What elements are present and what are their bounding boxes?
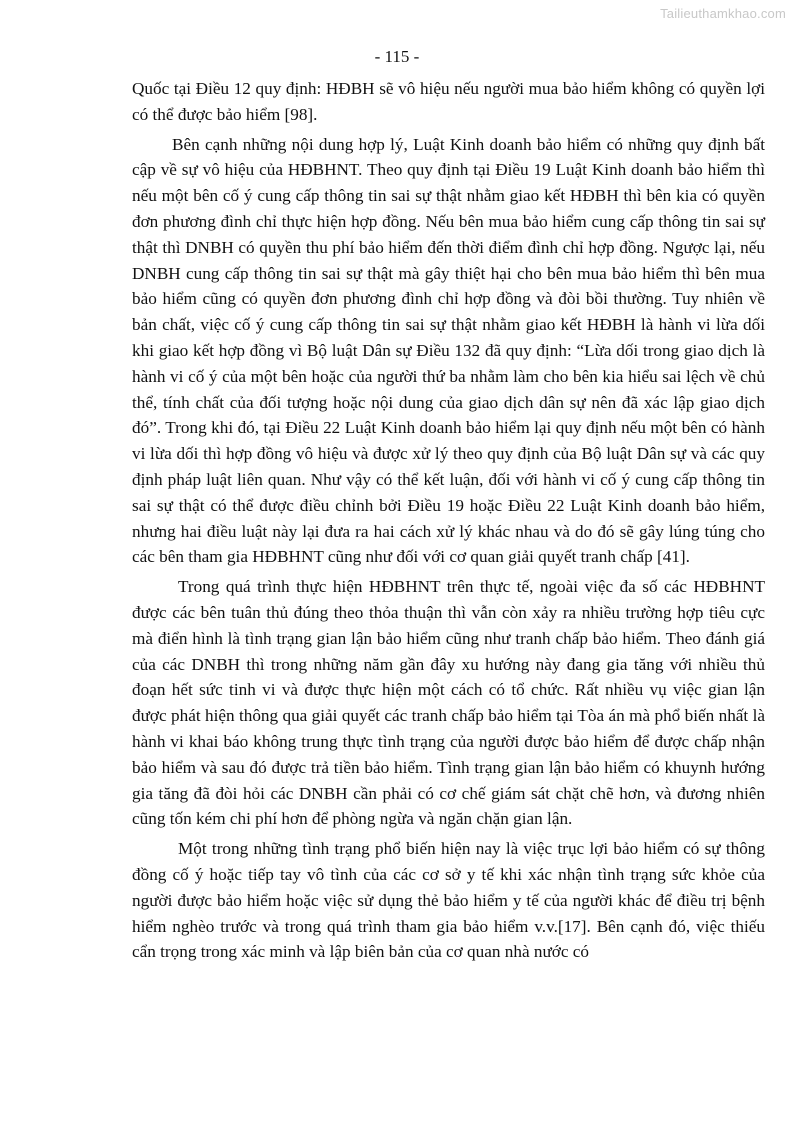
paragraph-2: Bên cạnh những nội dung hợp lý, Luật Kinh doanh bảo hiểm có những quy định bất cập về sự vô hiệu của HĐBHNT. Theo quy định tại Điều 19 Luật Kinh doanh bảo hiểm thì nếu một bên cố ý cung cấp thông tin sai sự thật nhằm giao kết HĐBH thì bên kia có quyền đơn phương đình chỉ thực hiện hợp đồng. Nếu bên mua bảo hiểm cung cấp thông tin sai sự thật thì DNBH có quyền thu phí bảo hiểm đến thời điểm đình chỉ hợp đồng. Ngược lại, nếu DNBH cung cấp thông tin sai sự thật mà gây thiệt hại cho bên mua bảo hiểm thì bên mua bảo hiểm cũng có quyền đơn phương đình chỉ hợp đồng và đòi bồi thường. Tuy nhiên về bản chất, việc cố ý cung cấp thông tin sai sự thật nhằm giao kết HĐBH là hành vi lừa dối khi giao kết hợp đồng vì Bộ luật Dân sự Điều 132 đã quy định: “Lừa dối trong giao dịch là hành vi cố ý của một bên hoặc của người thứ ba nhằm làm cho bên kia hiểu sai lệch về chủ thể, tính chất của đối tượng hoặc nội dung của giao dịch dân sự nên đã xác lập giao dịch đó”. Trong khi đó, tại Điều 22 Luật Kinh doanh bảo hiểm lại quy định nếu một bên có hành vi lừa dối thì hợp đồng vô hiệu và được xử lý theo quy định của Bộ luật Dân sự và các quy định pháp luật liên quan. Như vậy có thể kết luận, đối với hành vi cố ý cung cấp thông tin sai sự thật có thể được điều chỉnh bởi Điều 19 hoặc Điều 22 Luật Kinh doanh bảo hiểm, nhưng hai điều luật này lại đưa ra hai cách xử lý khác nhau và do đó sẽ gây lúng túng cho các bên tham gia HĐBHNT cũng như đối với cơ quan giải quyết tranh chấp [41]. xyxy=(132,134,765,567)
paragraph-1: Quốc tại Điều 12 quy định: HĐBH sẽ vô hiệu nếu người mua bảo hiểm không có quyền lợi có thể được bảo hiểm [98]. xyxy=(132,79,765,124)
paragraph-3: Trong quá trình thực hiện HĐBHNT trên thực tế, ngoài việc đa số các HĐBHNT được các bên tuân thủ đúng theo thỏa thuận thì vẫn còn xảy ra nhiều trường hợp tiêu cực mà điển hình là tình trạng gian lận bảo hiểm cũng như tranh chấp bảo hiểm. Theo đánh giá của các DNBH thì trong những năm gần đây xu hướng này đang gia tăng với nhiều thủ đoạn hết sức tinh vi và được thực hiện một cách có tổ chức. Rất nhiều vụ việc gian lận được phát hiện thông qua giải quyết các tranh chấp bảo hiểm tại Tòa án mà phổ biến nhất là hành vi khai báo không trung thực tình trạng của người được bảo hiểm để được chấp nhận bảo hiểm và sau đó được trả tiền bảo hiểm. Tình trạng gian lận bảo hiểm có khuynh hướng gia tăng đã đòi hỏi các DNBH cần phải có cơ chế giám sát chặt chẽ hơn, và đương nhiên cũng tốn kém chi phí hơn để phòng ngừa và ngăn chặn gian lận. xyxy=(132,577,765,829)
watermark: Tailieuthamkhao.com xyxy=(660,6,786,21)
paragraph-4: Một trong những tình trạng phổ biến hiện nay là việc trục lợi bảo hiểm có sự thông đồng cố ý hoặc tiếp tay vô tình của các cơ sở y tế khi xác nhận tình trạng sức khỏe của người được bảo hiểm hoặc việc sử dụng thẻ bảo hiểm y tế của người khác để điều trị bệnh hiểm nghèo trước và trong quá trình tham gia bảo hiểm v.v.[17]. Bên cạnh đó, việc thiếu cẩn trọng trong xác minh và lập biên bản của cơ quan nhà nước có xyxy=(132,839,765,962)
page-number: - 115 - xyxy=(374,47,420,66)
document-body xyxy=(132,76,765,969)
